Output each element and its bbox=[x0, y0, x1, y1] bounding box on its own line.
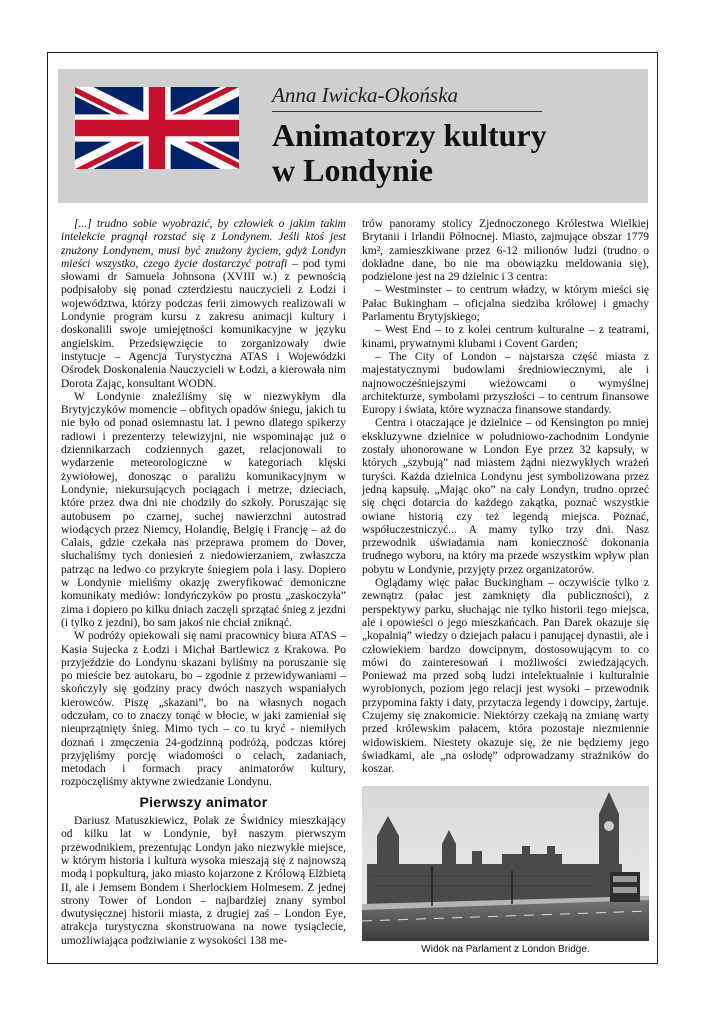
author-name: Anna Iwicka-Okońska bbox=[272, 83, 542, 112]
section-heading: Pierwszy animator bbox=[139, 793, 268, 810]
paragraph: Oglądamy więc pałac Buckingham – oczywiście tylko z zewnątrz (pałac jest zamknięty dla publiczności), z perspektywy parku, słuchając nie tylko historii tego miejsca, ale i opowieści o jego mieszkańcach. Pan Darek okazuje się „kopalnią” wiedzy o dziejach pałacu i panującej dynastii, ale i człowiekiem bardzo dowcipnym, dostosowującym to co mówi do zainteresowań i możliwości zwiedzających. Ponieważ ma przed sobą ludzi intelektualnie i kulturalnie wyrobionych, poziom jego relacji jest wysoki – przewodnik przypomina fakty i daty, przytacza legendy i dowcipy, żartuje. Czujemy się znakomicie. Niektórzy czekają na zmianę warty przed królewskim pałacem, która pozostaje niezmiennie widowiskiem. Niestety okazuje się, że nie będziemy jego świadkami, ale „na osłodę” odprowadzamy strażników do koszar. bbox=[362, 577, 649, 776]
paragraph: W podróży opiekowali się nami pracownicy biura ATAS – Kasia Sujecka z Łodzi i Michał Bartlewicz z Krakowa. Po przyjeździe do Londynu skazani byliśmy na poruszanie się po mieście bez autokaru, bo – zgodnie z przewidywaniami – skończyły się godziny pracy dwóch naszych wspaniałych kierowców. Piszę „skazani”, bo na własnych nogach odczułam, co to znaczy tonąć w błocie, w jaki zamieniał się nieuprzątnięty śnieg. Mimo tych – co tu kryć - niemiłych doznań i zmęczenia 24-godzinną podróżą, podczas której przyjęliśmy porcję wiadomości o celach, zadaniach, metodach i formach pracy animatorów kultury, rozpoczęliśmy aktywne zwiedzanie Londynu. bbox=[61, 630, 346, 789]
column-left bbox=[61, 218, 346, 948]
column-right bbox=[362, 218, 649, 776]
title-line-2: w Londynie bbox=[272, 152, 433, 188]
title-line-1: Animatorzy kultury bbox=[272, 117, 547, 153]
paragraph: Centra i otaczające je dzielnice – od Kensington po mniej ekskluzywne dzielnice w południowo-zachodnim Londynie zostały uhonorowane w London Eye przez 32 kapsuły, w których „szybują” nad miastem żądni niezwykłych wrażeń turyści. Każda dzielnica Londynu jest symbolizowana przez jedną kapsułę. „Mając oko” na cały Londyn, trudno oprzeć się chęci dotarcia do każdego zakątka, poznać wszystkie owiane historią czy też legendą miejsca. Poznać, współuczestniczyć... A mamy tylko trzy dni. Nasz przewodnik uświadamia nam konieczność dokonania trudnego wyboru, na który ma przede wszystkim wpływ plan pobytu w Londynie, przyjęty przez organizatorów. bbox=[362, 417, 649, 576]
list-item: – West End – to z kolei centrum kulturalne – z teatrami, kinami, prywatnymi klubami i Covent Garden; bbox=[362, 324, 649, 350]
photo-caption: Widok na Parlament z London Bridge. bbox=[421, 944, 590, 955]
list-item: – The City of London – najstarsza część miasta z majestatycznymi budowlami średniowiecznymi, ale i najnowocześniejszymi wieżowcami o wymyślnej architekturze, symbolami przyszłości – to centrum finansowe Europy i świata, które wyznacza finansowe standardy. bbox=[362, 350, 649, 417]
parliament-photo bbox=[362, 786, 649, 941]
paragraph: trów panoramy stolicy Zjednoczonego Królestwa Wielkiej Brytanii i Irlandii Północnej. Miasto, zajmujące obszar 1779 km², zamieszkiwane przez 6-12 milionów ludzi (trudno o dokładne dane, bo nie ma obowiązku meldowania się), podzielone jest na 29 dzielnic i 3 centra: bbox=[362, 218, 649, 284]
paragraph: Dariusz Matuszkiewicz, Polak ze Świdnicy mieszkający od kilku lat w Londynie, był naszym pierwszym przewodnikiem, prezentując Londyn jako niezwykłe miejsce, w którym historia i kultura wysoka mieszają się z najnowszą modą i popkulturą, jako miasto kojarzone z Królową Elżbietą II, ale i Jemsem Bondem i Sherlockiem Holmesem. Z jednej strony Tower of London – najbardziej znany symbol dwutysięcznej historii miasta, z drugiej zaś – London Eye, atrakcja turystyczna skonstruowana na nowe tysiąclecie, umożliwiająca podziwianie z wysokości 138 me- bbox=[61, 815, 346, 947]
list-item: – Westminster – to centrum władzy, w którym mieści się Pałac Bukingham – oficjalna siedziba królowej i gmachy Parlamentu Brytyjskiego; bbox=[362, 284, 649, 324]
union-jack-flag-icon bbox=[75, 87, 239, 169]
paragraph-intro bbox=[61, 218, 346, 391]
intro-quote: [...] trudno sobie wyobrazić, by człowiek o jakim takim intelekcie pragnął rozstać się z Londynem. Jeśli ktoś jest znużony Londynem, musi być znużony życiem, gdyż Londyn mieści wszystko, czego życie dostarczyć potrafi bbox=[61, 218, 346, 270]
paragraph: W Londynie znaleźliśmy się w niezwykłym dla Brytyjczyków momencie – obfitych opadów śniegu, jakich tu nie było od ponad osiemnastu lat. I pewno dlatego spikerzy radiowi i prezenterzy telewizyjni, nie wspominając już o dziennikarzach codziennych gazet, relacjonowali to wydarzenie meteorologiczne w kategoriach klęski żywiołowej, donosząc o paraliżu komunikacyjnym w Londynie, niekursujących pociągach i metrze, dzieciach, które przez dwa dni nie chodziły do szkoły. Poruszając się autobusem po czarnej, suchej nawierzchni autostrad wiodących przez Niemcy, Holandię, Belgię i Francję – aż do Calais, gdzie czekała nas przeprawa promem do Dover, słuchaliśmy tych doniesień z niedowierzaniem, zwłaszcza patrząc na ledwo co przykryte śniegiem pola i lasy. Dopiero w Londynie mieliśmy okazję zweryfikować demoniczne komunikaty mediów: londyńczyków po prostu „zaskoczyła” zima i dopiero po kilku dniach zaczęli sprzątać śnieg z jezdni (i tylko z jezdni), bo sam jakoś nie chciał zniknąć. bbox=[61, 390, 346, 629]
clock-face-icon bbox=[604, 821, 614, 831]
intro-text: – pod tymi słowami dr Samuela Johnsona (XVIII w.) z pewnością podpisałoby się ponad czterdziestu nauczycieli z Łodzi i województwa, którzy podczas ferii zimowych realizowali w Londynie program kursu z zakresu animacji kultury i doskonalili swoje umiejętności komunikacyjne w języku angielskim. Przedsięwzięcie to zorganizowały dwie instytucje – Agencja Turystyczna ATAS i Wojewódzki Ośrodek Doskonalenia Nauczycieli w Łodzi, a kierowała nim Dorota Zając, konsultant WODN. bbox=[61, 257, 346, 390]
article-title bbox=[272, 118, 642, 188]
